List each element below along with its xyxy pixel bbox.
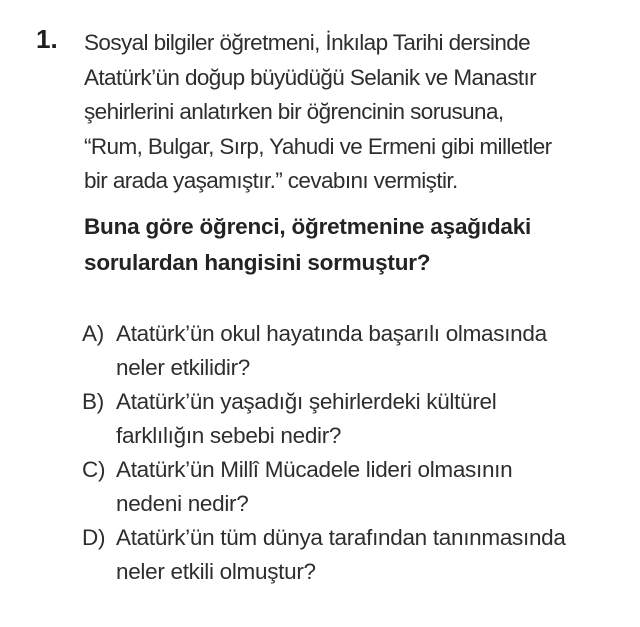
question-prompt	[84, 209, 629, 281]
option-line: nedeni nedir?	[116, 491, 249, 516]
option-line: farklılığın sebebi nedir?	[116, 423, 342, 448]
prompt-line: Buna göre öğrenci, öğretmenine aşağıdaki	[84, 214, 532, 239]
option-letter: B)	[82, 389, 104, 414]
option-text	[82, 453, 632, 521]
stem-line: bir arada yaşamıştır.” cevabını vermiştir.	[84, 168, 458, 193]
option-line: neler etkili olmuştur?	[116, 559, 316, 584]
option-text	[82, 385, 632, 453]
stem-line: “Rum, Bulgar, Sırp, Yahudi ve Ermeni gibi milletler	[84, 133, 552, 159]
option-line: Atatürk’ün Millî Mücadele lideri olmasının	[116, 457, 513, 482]
option-text	[82, 317, 632, 385]
option-line: Atatürk’ün yaşadığı şehirlerdeki kültürel	[116, 389, 497, 414]
stem-line: Sosyal bilgiler öğretmeni, İnkılap Tarihi dersinde	[84, 30, 531, 55]
stem-line: şehirlerini anlatırken bir öğrencinin sorusuna,	[84, 99, 504, 124]
prompt-line: sorulardan hangisini sormuştur?	[84, 250, 431, 275]
stem-line: Atatürk’ün doğup büyüdüğü Selanik ve Manastır	[84, 64, 537, 90]
question-stem	[84, 26, 629, 199]
option-c[interactable]	[82, 453, 632, 521]
option-letter: D)	[82, 525, 106, 550]
option-a[interactable]	[82, 317, 632, 385]
option-line: Atatürk’ün tüm dünya tarafından tanınmasında	[116, 525, 566, 550]
option-line: neler etkilidir?	[116, 355, 251, 380]
option-d[interactable]	[82, 521, 632, 589]
question-number: 1.	[36, 24, 58, 54]
option-text	[82, 521, 632, 589]
option-line: Atatürk’ün okul hayatında başarılı olmasında	[116, 321, 547, 346]
option-letter: C)	[82, 457, 106, 482]
answer-options	[82, 317, 632, 589]
option-letter: A)	[82, 321, 104, 346]
option-b[interactable]	[82, 385, 632, 453]
